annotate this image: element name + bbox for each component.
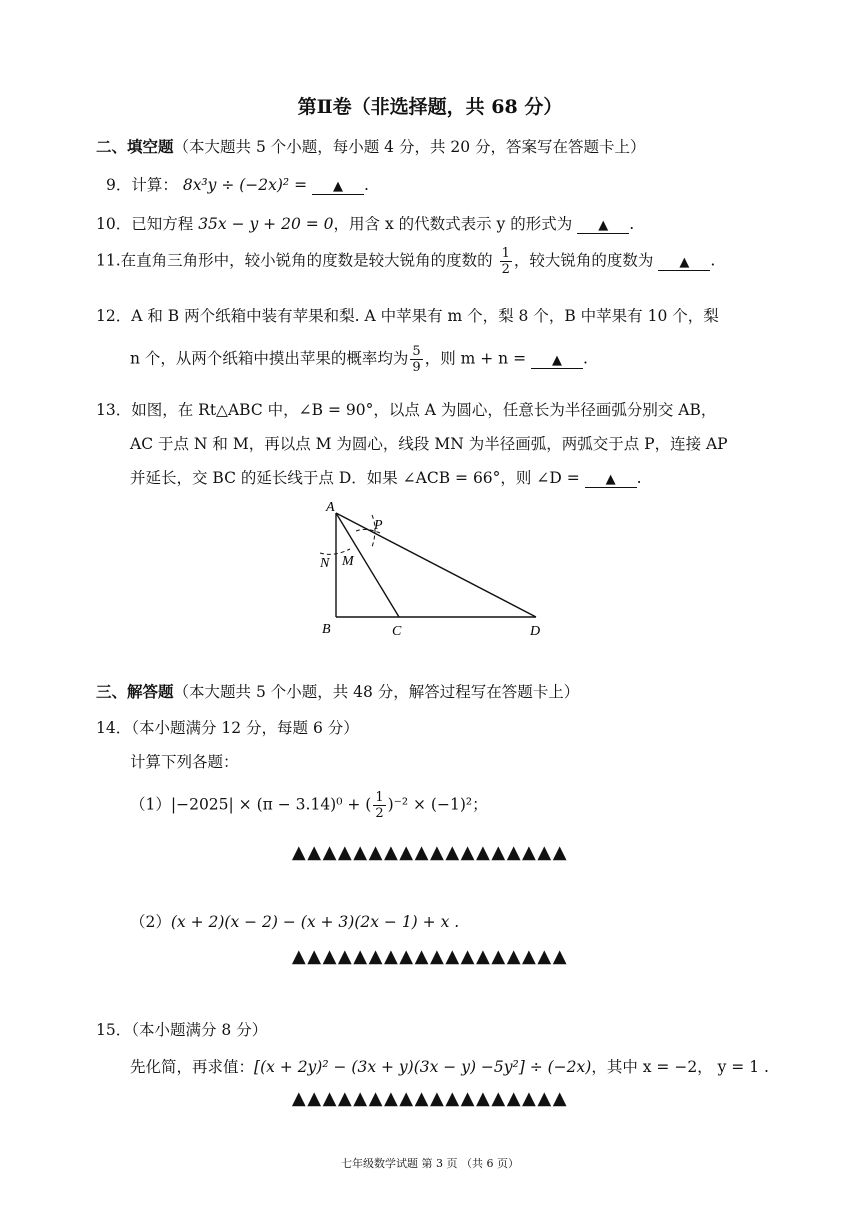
label-B: B bbox=[322, 622, 331, 637]
question-15-header bbox=[96, 1018, 267, 1040]
question-13-line-3 bbox=[130, 466, 642, 488]
question-10 bbox=[96, 212, 634, 234]
fraction-numerator: 1 bbox=[501, 246, 510, 261]
part-label: （2） bbox=[130, 913, 171, 931]
question-text: 如图，在 Rt△ABC 中，∠B = 90°，以点 A 为圆心，任意长为半径画弧分别交 AB， bbox=[131, 401, 717, 419]
section-description: （本大题共 5 个小题，每小题 4 分，共 20 分，答案写在答题卡上） bbox=[173, 138, 646, 156]
label-M: M bbox=[342, 554, 354, 569]
fraction-denominator: 9 bbox=[412, 360, 421, 375]
math-expression: ⁻² × (−1)²； bbox=[393, 795, 488, 814]
answer-blank: ▲ bbox=[658, 256, 710, 271]
math-expression: 8x³y ÷ (−2x)² = bbox=[182, 176, 308, 194]
question-13-line-2: AC 于点 N 和 M，再以点 M 为圆心，线段 MN 为半径画弧，两弧交于点 P，连接 AP bbox=[130, 435, 728, 453]
section-title: 三、解答题 bbox=[96, 682, 174, 701]
math-expression: (x + 2)(x − 2) − (x + 3)(2x − 1) + x . bbox=[170, 913, 460, 931]
period: . bbox=[636, 469, 642, 487]
question-text: ，较大锐角的度数为 bbox=[513, 251, 654, 270]
question-number: 9． bbox=[106, 176, 132, 194]
fraction-numerator: 1 bbox=[375, 790, 384, 805]
question-text: 先化简，再求值： bbox=[130, 1058, 255, 1076]
question-number: 15． bbox=[96, 1021, 132, 1039]
question-text: n 个，从两个纸箱中摸出苹果的概率均为 bbox=[130, 349, 409, 368]
section-title: 二、填空题 bbox=[96, 137, 174, 156]
part-label: （1） bbox=[130, 795, 171, 814]
question-number: 11. bbox=[96, 251, 121, 270]
fraction-denominator: 2 bbox=[501, 262, 510, 277]
question-14-prompt: 计算下列各题： bbox=[130, 753, 239, 771]
period: . bbox=[629, 215, 635, 233]
question-number: 14． bbox=[96, 719, 132, 737]
question-text: 并延长，交 BC 的延长线于点 D．如果 ∠ACB = 66°，则 ∠D = bbox=[130, 469, 580, 487]
label-A: A bbox=[326, 500, 335, 515]
question-text: A 和 B 两个纸箱中装有苹果和梨. A 中苹果有 m 个，梨 8 个，B 中苹果有 10 个，梨 bbox=[131, 307, 719, 325]
page-title: 第Ⅱ卷（非选择题，共 68 分） bbox=[297, 96, 563, 118]
question-15-body bbox=[130, 1055, 769, 1077]
fraction-one-half bbox=[373, 790, 385, 821]
math-expression: |−2025| × (π − 3.14)⁰ + bbox=[170, 795, 361, 814]
question-14-part-2 bbox=[130, 910, 459, 932]
question-14-header bbox=[96, 716, 359, 738]
answer-blank: ▲ bbox=[312, 180, 364, 195]
question-number: 13． bbox=[96, 401, 132, 419]
label-P: P bbox=[374, 518, 383, 533]
label-D: D bbox=[530, 624, 541, 639]
answer-placeholder-row: ▲▲▲▲▲▲▲▲▲▲▲▲▲▲▲▲▲▲ bbox=[291, 946, 569, 967]
question-text: ，其中 x = −2， y = 1 . bbox=[591, 1058, 769, 1076]
page-footer: 七年级数学试题 第 3 页 （共 6 页） bbox=[341, 1157, 519, 1170]
question-11 bbox=[96, 246, 715, 277]
section-heading-fill-in bbox=[96, 135, 646, 157]
fraction-one-half bbox=[500, 246, 512, 277]
answer-blank: ▲ bbox=[585, 473, 637, 488]
period: . bbox=[710, 251, 716, 270]
math-expression: 35x − y + 20 = 0 bbox=[198, 215, 334, 233]
question-text: 在直角三角形中，较小锐角的度数是较大锐角的度数的 bbox=[120, 251, 493, 270]
question-13-line-1 bbox=[96, 398, 716, 420]
answer-blank: ▲ bbox=[531, 354, 583, 369]
question-text: 计算： bbox=[131, 176, 178, 194]
question-number: 10． bbox=[96, 215, 132, 233]
question-number: 12． bbox=[96, 307, 132, 325]
section-description: （本大题共 5 个小题，共 48 分，解答过程写在答题卡上） bbox=[173, 683, 580, 701]
answer-placeholder-row: ▲▲▲▲▲▲▲▲▲▲▲▲▲▲▲▲▲▲ bbox=[291, 1088, 569, 1109]
question-9 bbox=[106, 173, 369, 195]
question-12-line-2 bbox=[130, 344, 588, 375]
period: . bbox=[583, 349, 588, 368]
fraction-five-ninths bbox=[410, 344, 422, 375]
question-points: （本小题满分 8 分） bbox=[131, 1021, 268, 1039]
question-points: （本小题满分 12 分，每题 6 分） bbox=[131, 719, 359, 737]
period: . bbox=[364, 176, 369, 194]
label-C: C bbox=[392, 624, 402, 639]
label-N: N bbox=[320, 556, 330, 571]
question-text: ，则 m + n = bbox=[424, 349, 527, 368]
section-heading-solve bbox=[96, 680, 579, 702]
question-text: 已知方程 bbox=[131, 215, 194, 233]
fraction-denominator: 2 bbox=[375, 806, 384, 821]
segment-AD bbox=[336, 513, 536, 617]
triangle-figure bbox=[300, 495, 560, 645]
question-text: ，用含 x 的代数式表示 y 的形式为 bbox=[333, 215, 573, 233]
math-expression: [(x + 2y)² − (3x + y)(3x − y) −5y²] ÷ (−2x) bbox=[254, 1058, 592, 1076]
answer-blank: ▲ bbox=[577, 219, 629, 234]
answer-placeholder-row: ▲▲▲▲▲▲▲▲▲▲▲▲▲▲▲▲▲▲ bbox=[291, 842, 569, 863]
fraction-numerator: 5 bbox=[412, 344, 421, 359]
question-14-part-1: （1）|−2025| × (π − 3.14)⁰ + ( $\frac{1}{2}$ )⁻² × (−1)²； bbox=[130, 790, 488, 821]
question-12-line-1 bbox=[96, 304, 719, 326]
